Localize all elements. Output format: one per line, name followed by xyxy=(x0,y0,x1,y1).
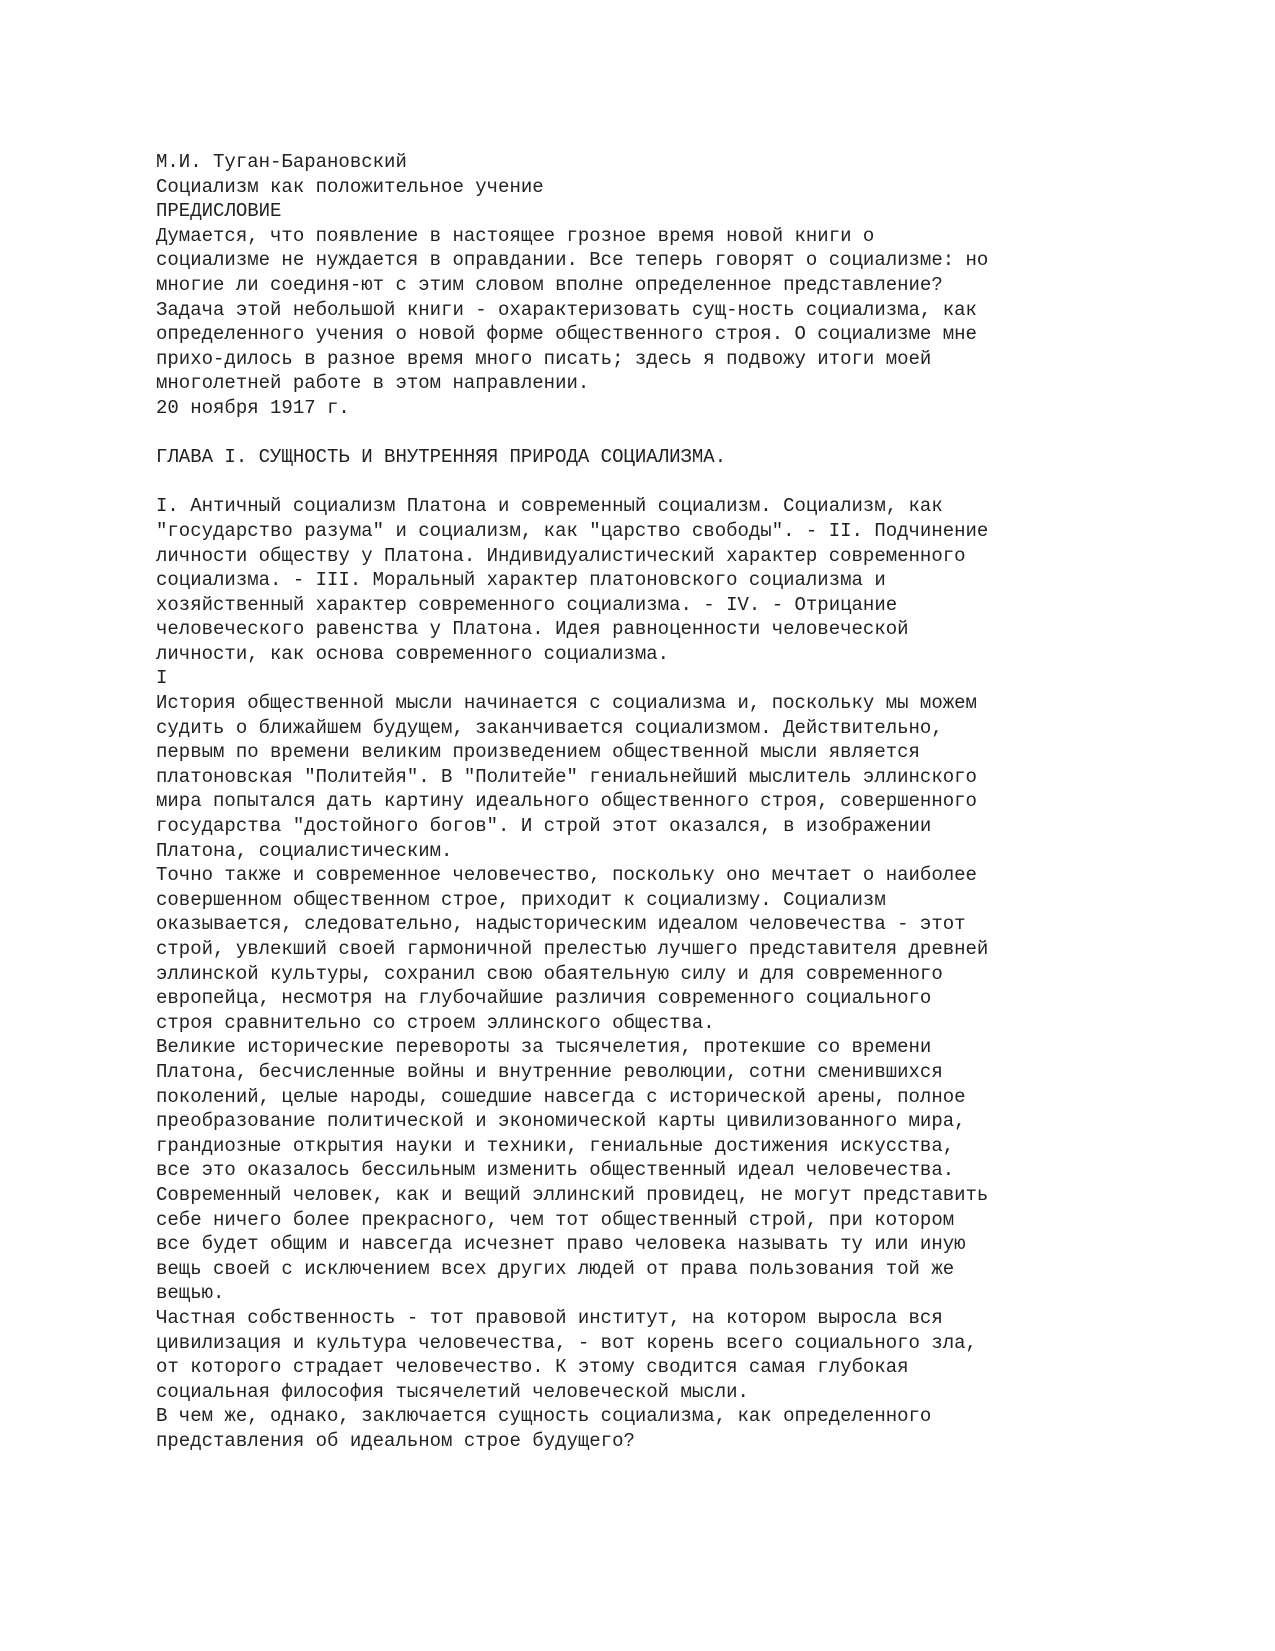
body-line: совершенном общественном строе, приходит к социализму. Социализм xyxy=(156,888,886,911)
summary-line: человеческого равенства у Платона. Идея равноценности человеческой xyxy=(156,618,909,641)
body-line: Платона, социалистическим. xyxy=(156,839,453,862)
summary-line: "государство разума" и социализм, как "царство свободы". - II. Подчинение xyxy=(156,519,989,542)
preface-text xyxy=(156,224,1156,396)
body-line: себе ничего более прекрасного, чем тот общественный строй, при котором xyxy=(156,1208,955,1231)
body-line: поколений, целые народы, сошедшие навсегда с исторической арены, полное xyxy=(156,1085,966,1108)
document-page xyxy=(156,150,1156,1453)
body-line: История общественной мысли начинается с социализма и, поскольку мы можем xyxy=(156,692,977,715)
body-line: от которого страдает человечество. К этому сводится самая глубокая xyxy=(156,1356,909,1379)
body-line: вещью. xyxy=(156,1282,225,1305)
body-line: вещь своей с исключением всех других людей от права пользования той же xyxy=(156,1257,955,1280)
body-line: грандиозные открытия науки и техники, гениальные достижения искусства, xyxy=(156,1134,955,1157)
section-heading-preface: ПРЕДИСЛОВИЕ xyxy=(156,200,282,223)
chapter-body xyxy=(156,691,1156,1453)
body-line: Частная собственность - тот правовой институт, на котором выросла вся xyxy=(156,1306,943,1329)
body-line: преобразование политической и экономической карты цивилизованного мира, xyxy=(156,1110,966,1133)
body-line: судить о ближайшем будущем, заканчивается социализмом. Действительно, xyxy=(156,716,943,739)
body-line: все будет общим и навсегда исчезнет право человека называть ту или иную xyxy=(156,1233,966,1256)
summary-line: личности обществу у Платона. Индивидуалистический характер современного xyxy=(156,544,966,567)
body-line: социальная философия тысячелетий человеческой мысли. xyxy=(156,1380,749,1403)
body-line: Великие исторические перевороты за тысячелетия, протекшие со времени xyxy=(156,1036,932,1059)
spacer xyxy=(156,470,1156,495)
summary-line: I. Античный социализм Платона и современный социализм. Социализм, как xyxy=(156,495,943,518)
body-line: оказывается, следовательно, надысторическим идеалом человечества - этот xyxy=(156,913,966,936)
author-name: М.И. Туган-Барановский xyxy=(156,151,407,173)
preface-line: Думается, что появление в настоящее грозное время новой книги о xyxy=(156,224,875,247)
section-number: I xyxy=(156,667,168,690)
body-line: Современный человек, как и вещий эллинский провидец, не могут представить xyxy=(156,1183,989,1206)
body-line: Точно также и современное человечество, поскольку оно мечтает о наиболее xyxy=(156,864,977,887)
spacer xyxy=(156,421,1156,446)
chapter-heading: ГЛАВА I. СУЩНОСТЬ И ВНУТРЕННЯЯ ПРИРОДА СОЦИАЛИЗМА. xyxy=(156,446,727,469)
preface-date: 20 ноября 1917 г. xyxy=(156,396,350,419)
chapter-summary xyxy=(156,494,1156,666)
body-line: строя сравнительно со строем эллинского общества. xyxy=(156,1011,715,1034)
body-line: строй, увлекший своей гармоничной прелестью лучшего представителя древней xyxy=(156,938,989,960)
summary-line: личности, как основа современного социализма. xyxy=(156,642,670,665)
preface-line: социализме не нуждается в оправдании. Все теперь говорят о социализме: но xyxy=(156,249,989,272)
summary-line: хозяйственный характер современного социализма. - IV. - Отрицание xyxy=(156,593,898,616)
preface-line: определенного учения о новой форме общественного строя. О социализме мне xyxy=(156,323,977,346)
summary-line: социализма. - III. Моральный характер платоновского социализма и xyxy=(156,569,886,592)
preface-line: многолетней работе в этом направлении. xyxy=(156,372,590,395)
body-line: представления об идеальном строе будущего? xyxy=(156,1429,635,1452)
preface-line: многие ли соединя-ют с этим словом вполне определенное представление? xyxy=(156,273,943,296)
body-line: европейца, несмотря на глубочайшие различия современного социального xyxy=(156,987,932,1010)
preface-line: Задача этой небольшой книги - охарактеризовать сущ-ность социализма, как xyxy=(156,298,977,321)
body-line: эллинской культуры, сохранил свою обаятельную силу и для современного xyxy=(156,962,943,985)
body-line: первым по времени великим произведением общественной мысли является xyxy=(156,741,920,764)
book-title: Социализм как положительное учение xyxy=(156,175,544,198)
body-line: В чем же, однако, заключается сущность социализма, как определенного xyxy=(156,1405,932,1428)
preface-line: прихо-дилось в разное время много писать; здесь я подвожу итоги моей xyxy=(156,347,932,370)
body-line: Платона, бесчисленные войны и внутренние революции, сотни сменившихся xyxy=(156,1060,943,1083)
body-line: платоновская "Политейя". В "Политейе" гениальнейший мыслитель эллинского xyxy=(156,765,977,788)
body-line: государства "достойного богов". И строй этот оказался, в изображении xyxy=(156,815,932,838)
body-line: мира попытался дать картину идеального общественного строя, совершенного xyxy=(156,790,977,813)
body-line: все это оказалось бессильным изменить общественный идеал человечества. xyxy=(156,1159,955,1182)
body-line: цивилизация и культура человечества, - вот корень всего социального зла, xyxy=(156,1331,977,1354)
